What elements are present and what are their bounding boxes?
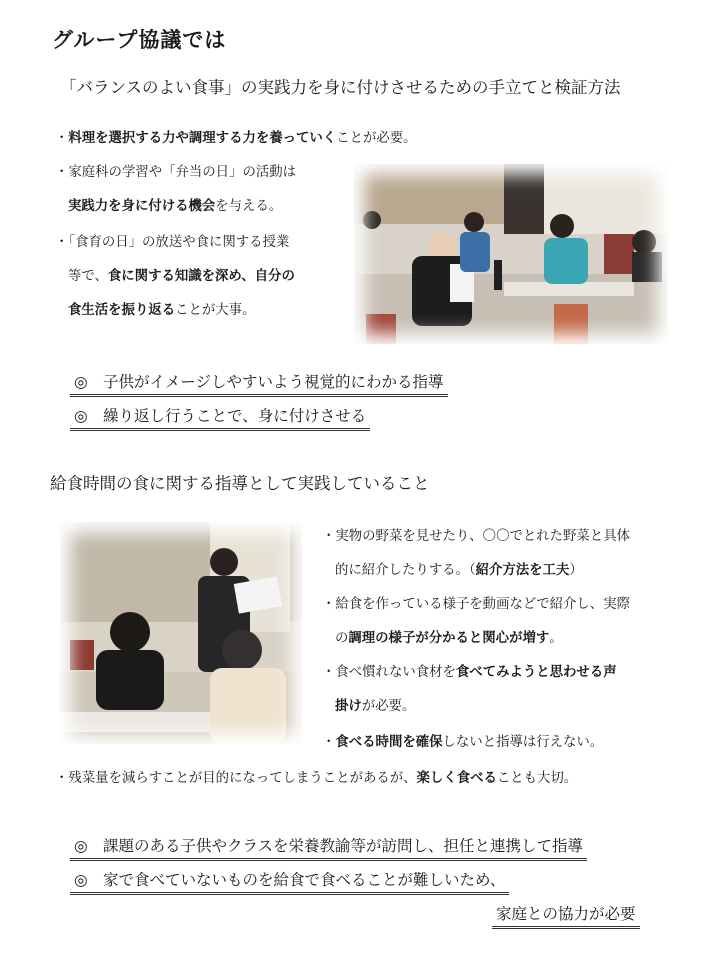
bullet-text: ことが大事。	[175, 303, 256, 318]
bullet-bold-text: 調理の様子が分かると関心が増す	[348, 631, 550, 646]
bullet-text: 給食を作っている様子を動画などで紹介し、実際	[335, 597, 630, 612]
bullet-text: 残菜量を減らすことが目的になってしまうことがあるが、	[68, 771, 417, 786]
bullet-marker: ・	[322, 665, 336, 680]
highlight-home-food-difficulty: ◎ 家で食べていないものを給食で食べることが難しいため、	[70, 868, 509, 895]
section2-bullet-4	[322, 726, 603, 760]
bullet-text: ことが必要。	[336, 131, 417, 146]
bullet-bold-text: 実践力を身に付ける機会	[68, 199, 216, 214]
section2-title: 給食時間の食に関する指導として実践していること	[50, 474, 430, 493]
bullet-text: ことも大切。	[496, 771, 578, 786]
bullet-marker: ・	[322, 735, 336, 750]
bullet-text: が必要。	[361, 699, 416, 714]
page-heading: グループ協議では	[52, 28, 227, 52]
bullet-text: を与える。	[215, 199, 283, 214]
section2-bullet-5	[55, 762, 577, 796]
section2-bullet-3	[322, 656, 617, 724]
bullet-text: 的に紹介したりする。（	[335, 563, 476, 578]
bullet-text: 等で、	[68, 269, 108, 284]
section2-bullet-1	[322, 520, 630, 588]
bullet-text: 家庭科の学習や「弁当の日」の活動は	[68, 165, 297, 180]
bullet-text: 食べ慣れない食材を	[335, 665, 456, 680]
section1-bullet-3	[55, 226, 295, 328]
bullet-bold-text: 食に関する知識を深め、自分の	[107, 269, 295, 284]
bullet-marker: ・	[55, 165, 69, 180]
bullet-text: 。	[549, 631, 563, 646]
bullet-bold-text: 掛け	[335, 699, 362, 714]
bullet-bold-text: 食べてみようと思わせる声	[455, 665, 617, 680]
bullet-marker: ・	[55, 131, 69, 146]
bullet-text: 「食育の日」の放送や食に関する授業	[68, 235, 290, 250]
highlight-visual-guidance: ◎ 子供がイメージしやすいよう視覚的にわかる指導	[70, 370, 448, 397]
bullet-bold-text: 楽しく食べる	[416, 771, 497, 786]
bullet-marker: ・	[322, 597, 336, 612]
bullet-bold-text: 紹介方法を工夫	[475, 563, 570, 578]
bullet-text: ）	[569, 563, 583, 578]
section1-bullet-2	[55, 156, 296, 224]
bullet-text: しないと指導は行えない。	[442, 735, 604, 750]
section1-bullet-1	[55, 122, 417, 156]
highlight-repetition: ◎ 繰り返し行うことで、身に付けさせる	[70, 404, 370, 431]
highlight-nutrition-teacher-visit: ◎ 課題のある子供やクラスを栄養教諭等が訪問し、担任と連携して指導	[70, 834, 587, 861]
bullet-text: 実物の野菜を見せたり、〇〇でとれた野菜と具体	[335, 529, 630, 544]
page-subtitle: 「バランスのよい食事」の実践力を身に付けさせるための手立てと検証方法	[60, 78, 621, 97]
group-discussion-photo	[354, 164, 668, 344]
presentation-photo	[60, 522, 302, 744]
section2-bullet-2	[322, 588, 630, 656]
bullet-bold-text: 食べる時間を確保	[335, 735, 443, 750]
bullet-bold-text: 料理を選択する力や調理する力を養っていく	[68, 131, 337, 146]
bullet-text: の	[335, 631, 349, 646]
bullet-marker: ・	[55, 771, 69, 786]
bullet-bold-text: 食生活を振り返る	[68, 303, 176, 318]
bullet-marker: ・	[322, 529, 336, 544]
highlight-family-cooperation: 家庭との協力が必要	[492, 902, 640, 929]
bullet-marker: ・	[55, 235, 69, 250]
